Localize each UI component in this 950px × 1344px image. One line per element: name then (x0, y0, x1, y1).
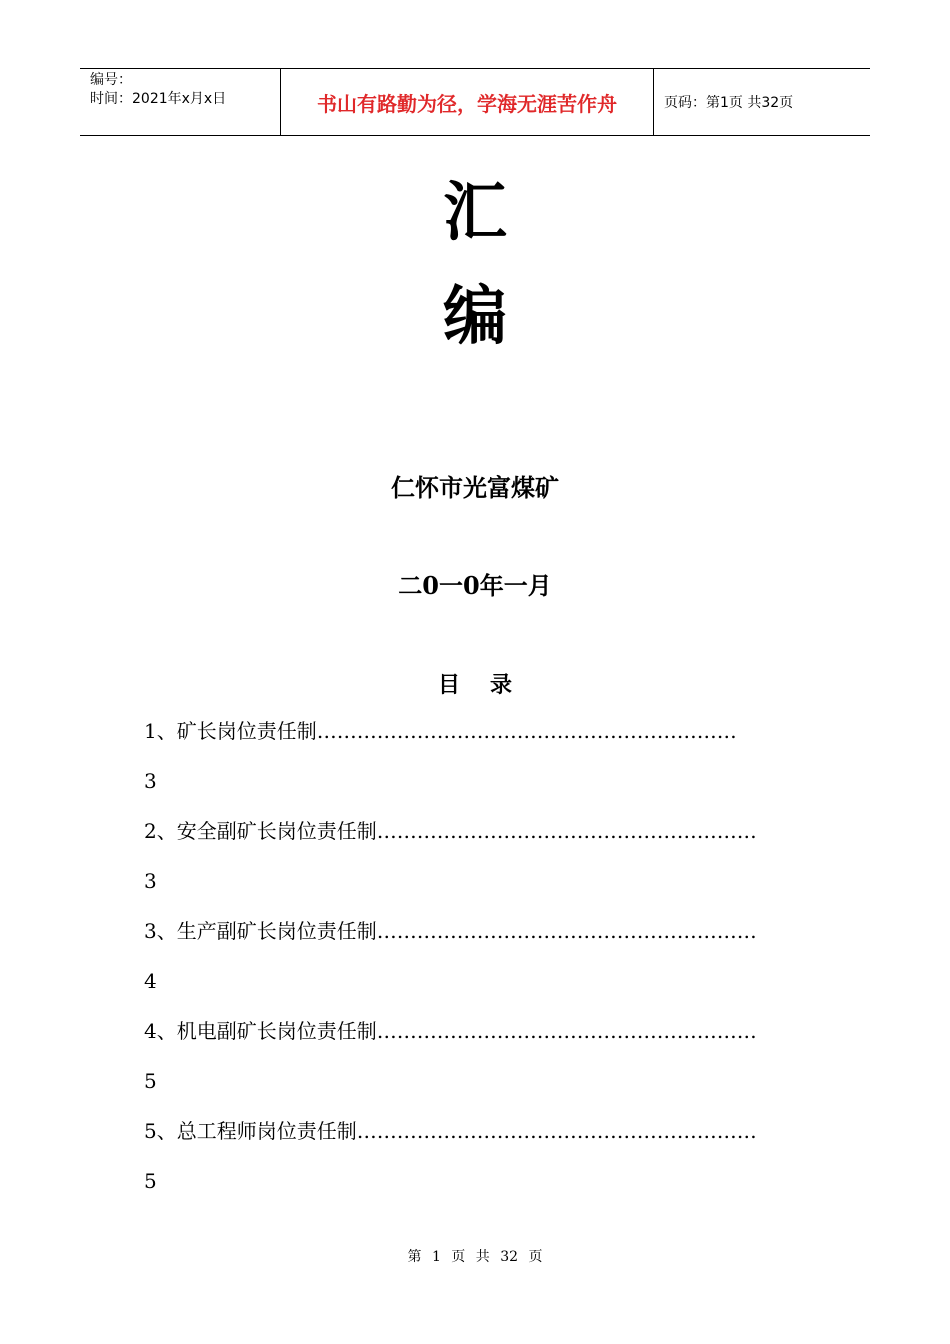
toc-entry-page: 3 (144, 869, 157, 893)
toc-entry-page: 3 (144, 769, 157, 793)
toc-entry-label: 3、生产副矿长岗位责任制………………………………………………… (144, 919, 757, 943)
cover-title-char-2: 编 (443, 279, 507, 354)
toc-entry[interactable] (144, 916, 804, 1016)
toc-entry-label: 4、机电副矿长岗位责任制………………………………………………… (144, 1019, 757, 1043)
toc-title: 目录 (437, 672, 542, 698)
organization-name: 仁怀市光富煤矿 (391, 473, 559, 502)
header-meta (80, 69, 281, 135)
toc-entry[interactable] (144, 716, 804, 816)
toc-entry-label: 5、总工程师岗位责任制…………………………………………………… (144, 1119, 757, 1143)
toc-list (144, 716, 804, 1216)
toc-entry-label: 2、安全副矿长岗位责任制………………………………………………… (144, 819, 757, 843)
cover-title-char-1: 汇 (443, 175, 507, 250)
header-number-label: 编号： (90, 72, 132, 88)
toc-entry-page: 4 (144, 969, 157, 993)
header-page-info: 页码：第1页 共32页 (664, 95, 794, 111)
toc-entry-page: 5 (144, 1069, 157, 1093)
document-header (80, 68, 870, 136)
header-motto: 书山有路勤为径，学海无涯苦作舟 (281, 69, 654, 135)
header-time-label: 时间：2021年x月x日 (90, 91, 227, 107)
toc-entry[interactable] (144, 816, 804, 916)
toc-entry[interactable] (144, 1116, 804, 1216)
page-footer: 第 1 页 共 32 页 (407, 1249, 543, 1265)
toc-entry-label: 1、矿长岗位责任制……………………………………………………… (144, 719, 737, 743)
document-date: 二0一0年一月 (398, 571, 552, 600)
toc-entry[interactable] (144, 1016, 804, 1116)
toc-entry-page: 5 (144, 1169, 157, 1193)
